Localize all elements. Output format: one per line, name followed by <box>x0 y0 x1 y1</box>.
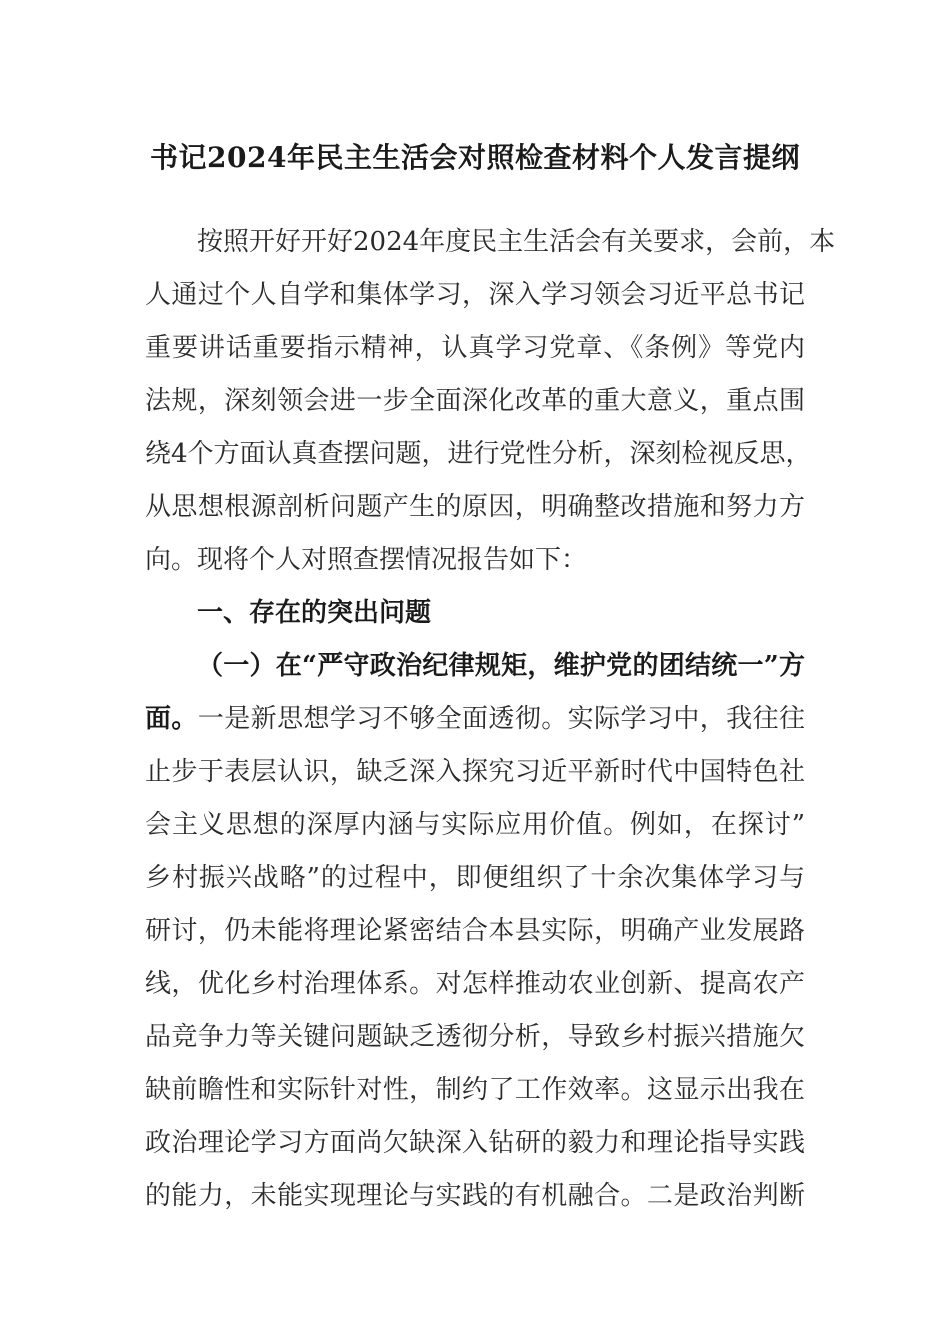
document-title: 书记2024年民主生活会对照检查材料个人发言提纲 <box>150 141 800 174</box>
body-line: 乡村振兴战略”的过程中，即便组织了十余次集体学习与 <box>145 863 805 893</box>
body-line: 线，优化乡村治理体系。对怎样推动农业创新、提高农产 <box>145 969 805 999</box>
intro-line: 按照开好开好2024年度民主生活会有关要求，会前，本 <box>197 227 836 257</box>
intro-line: 人通过个人自学和集体学习，深入学习领会习近平总书记 <box>145 280 805 310</box>
body-line: 研讨，仍未能将理论紧密结合本县实际，明确产业发展路 <box>145 916 805 946</box>
intro-line: 法规，深刻领会进一步全面深化改革的重大意义，重点围 <box>145 386 805 416</box>
section-heading: 一、存在的突出问题 <box>197 598 432 628</box>
subsection-heading-end: 面。 <box>145 704 198 734</box>
body-line: 缺前瞻性和实际针对性，制约了工作效率。这显示出我在 <box>145 1075 805 1105</box>
body-text: 一是新思想学习不够全面透彻。实际学习中，我往往 <box>197 704 805 734</box>
subsection-heading: （一）在“严守政治纪律规矩，维护党的团结统一”方 <box>197 651 805 681</box>
intro-line: 重要讲话重要指示精神，认真学习党章、《条例》等党内 <box>145 333 805 363</box>
body-line: 的能力，未能实现理论与实践的有机融合。二是政治判断 <box>145 1181 805 1211</box>
body-line: 政治理论学习方面尚欠缺深入钻研的毅力和理论指导实践 <box>145 1128 805 1158</box>
body-line: 品竞争力等关键问题缺乏透彻分析，导致乡村振兴措施欠 <box>145 1022 805 1052</box>
body-line: 止步于表层认识，缺乏深入探究习近平新时代中国特色社 <box>145 757 805 787</box>
intro-line: 从思想根源剖析问题产生的原因，明确整改措施和努力方 <box>145 492 805 522</box>
intro-line: 绕4个方面认真查摆问题，进行党性分析，深刻检视反思， <box>145 439 812 469</box>
subsection-heading-continuation <box>145 696 805 742</box>
body-line: 会主义思想的深厚内涵与实际应用价值。例如，在探讨” <box>145 810 805 840</box>
intro-line: 向。现将个人对照查摆情况报告如下： <box>145 545 588 575</box>
